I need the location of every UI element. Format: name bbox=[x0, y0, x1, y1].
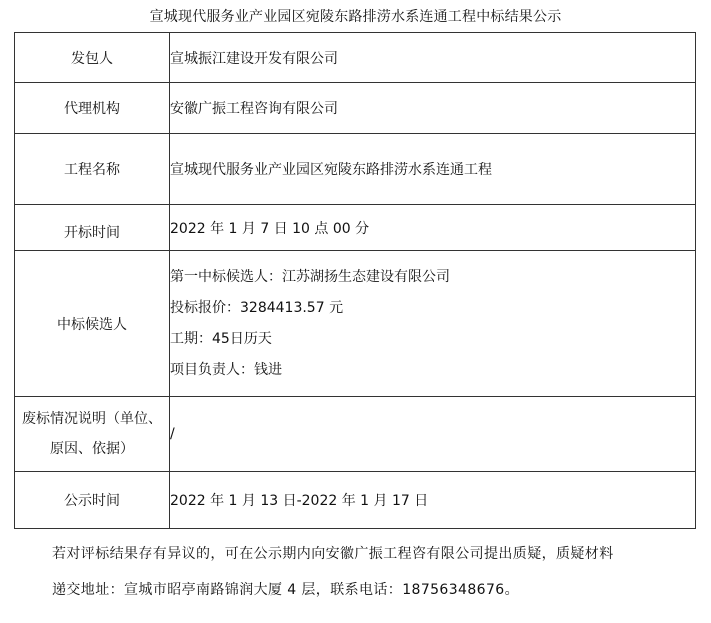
table-row-agent bbox=[15, 83, 696, 134]
invalid-label bbox=[15, 397, 170, 472]
candidate-price: 投标报价：3284413.57 元 bbox=[170, 300, 344, 316]
table-row-employer bbox=[15, 33, 696, 83]
bid-open-label: 开标时间 bbox=[15, 205, 170, 251]
invalid-label-line2: 原因、依据） bbox=[50, 441, 134, 457]
invalid-label-line1: 废标情况说明（单位、 bbox=[22, 411, 162, 427]
agent-value: 安徽广振工程咨询有限公司 bbox=[170, 83, 696, 134]
table-row-candidate bbox=[15, 251, 696, 397]
footer-contact-text: 递交地址：宣城市昭亭南路锦润大厦 4 层，联系电话：18756348676。 bbox=[52, 582, 519, 598]
table-row-bid-open bbox=[15, 205, 696, 251]
table-row-publicity bbox=[15, 472, 696, 529]
table-row-project bbox=[15, 134, 696, 205]
invalid-value: / bbox=[170, 397, 696, 472]
result-table bbox=[14, 32, 696, 529]
candidate-label: 中标候选人 bbox=[15, 251, 170, 397]
candidate-duration: 工期：45日历天 bbox=[170, 331, 272, 347]
candidate-first: 第一中标候选人：江苏湖扬生态建设有限公司 bbox=[170, 269, 450, 285]
candidate-manager: 项目负责人：钱进 bbox=[170, 362, 282, 378]
employer-label: 发包人 bbox=[15, 33, 170, 83]
agent-label: 代理机构 bbox=[15, 83, 170, 134]
publicity-value: 2022 年 1 月 13 日-2022 年 1 月 17 日 bbox=[170, 472, 696, 529]
candidate-details bbox=[170, 251, 696, 397]
page-title: 宣城现代服务业产业园区宛陵东路排涝水系连通工程中标结果公示 bbox=[149, 9, 562, 25]
bid-open-value: 2022 年 1 月 7 日 10 点 00 分 bbox=[170, 205, 696, 251]
table-row-invalid bbox=[15, 397, 696, 472]
project-label: 工程名称 bbox=[15, 134, 170, 205]
project-value: 宣城现代服务业产业园区宛陵东路排涝水系连通工程 bbox=[170, 134, 696, 205]
employer-value: 宣城振江建设开发有限公司 bbox=[170, 33, 696, 83]
footer-objection-text: 若对评标结果存有异议的，可在公示期内向安徽广振工程咨有限公司提出质疑，质疑材料 bbox=[52, 546, 614, 562]
publicity-label: 公示时间 bbox=[15, 472, 170, 529]
